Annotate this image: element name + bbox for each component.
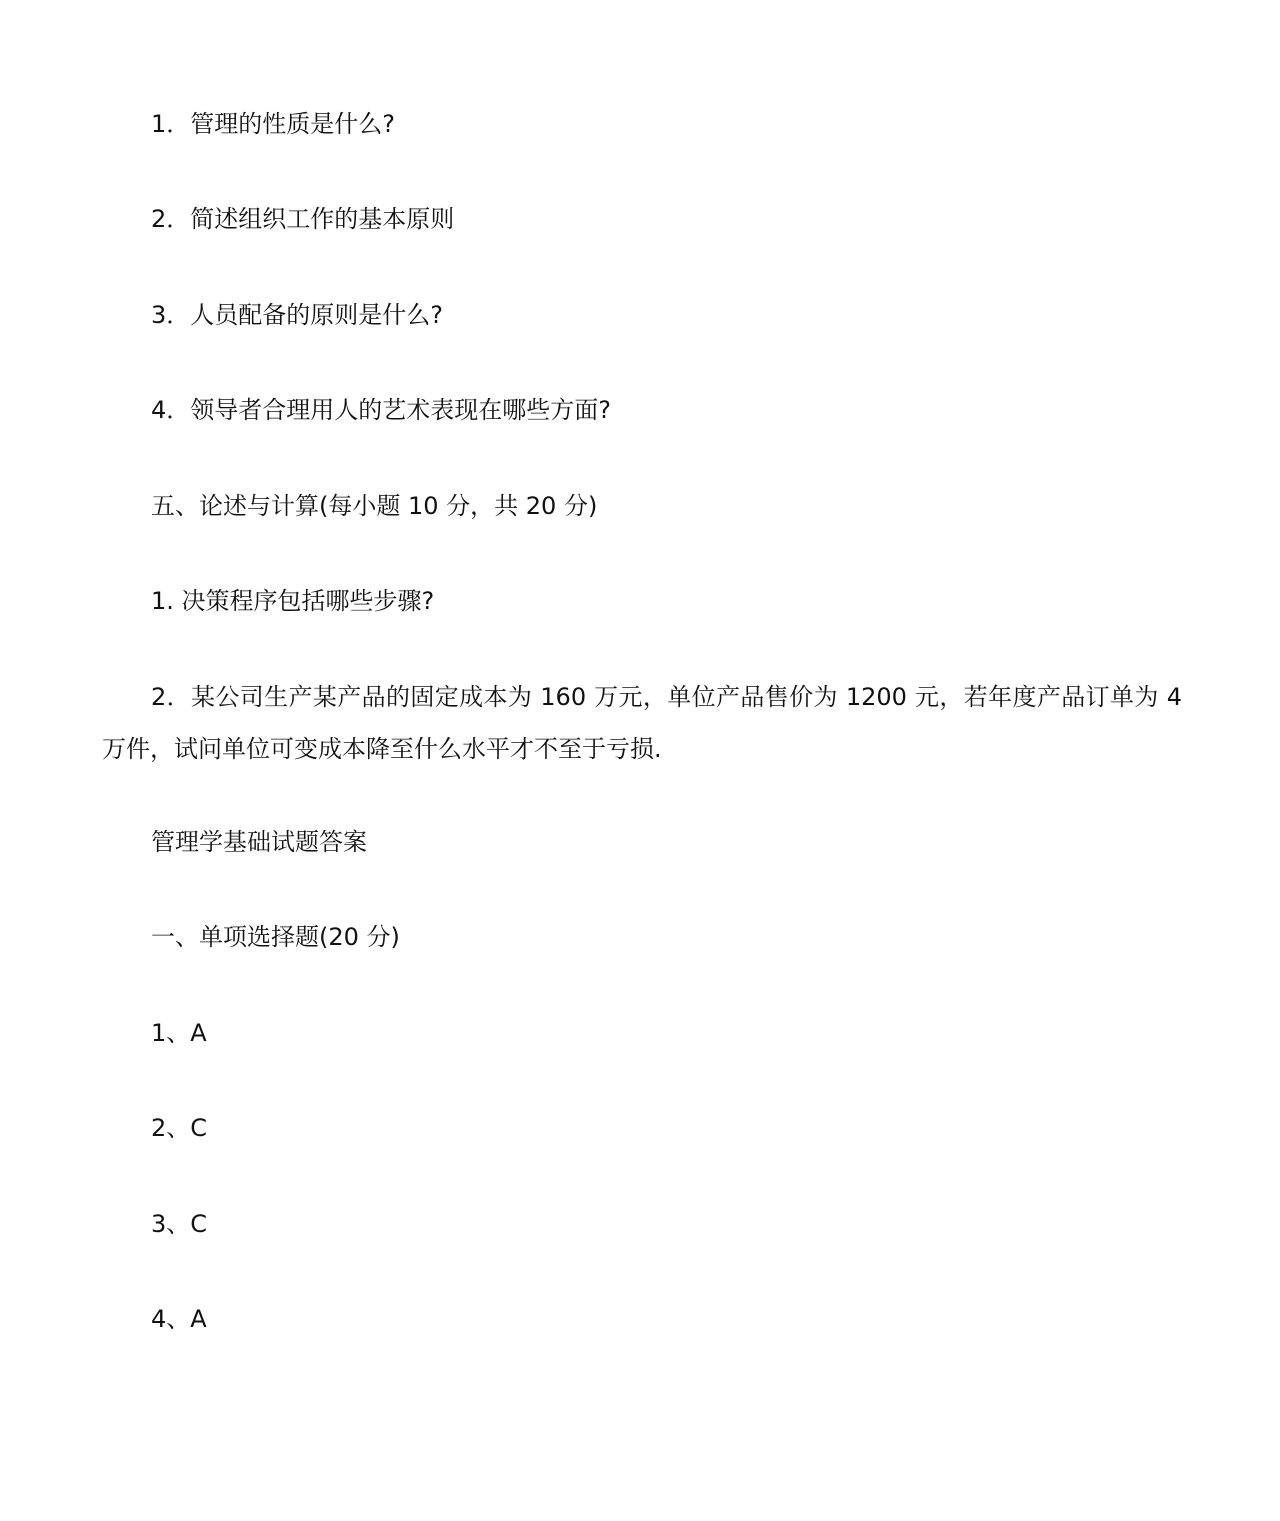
question-1: 1．管理的性质是什么? [151, 110, 396, 138]
answer-1: 1、A [151, 1019, 207, 1047]
answer-4: 4、A [151, 1305, 207, 1333]
section-five-question-1: 1. 决策程序包括哪些步骤? [151, 587, 435, 615]
answer-2: 2、C [151, 1114, 208, 1142]
question-3: 3．人员配备的原则是什么? [151, 301, 444, 329]
section-five-question-2: 2．某公司生产某产品的固定成本为 160 万元，单位产品售价为 1200 元，若年度产品订单为 4 万件，试问单位可变成本降至什么水平才不至于亏损. [102, 683, 1182, 763]
answers-section-one-heading: 一、单项选择题(20 分) [151, 923, 400, 951]
answers-title: 管理学基础试题答案 [151, 828, 367, 856]
answer-3: 3、C [151, 1210, 208, 1238]
section-five-heading: 五、论述与计算(每小题 10 分，共 20 分) [151, 492, 598, 520]
question-4: 4．领导者合理用人的艺术表现在哪些方面? [151, 396, 612, 424]
question-2: 2．简述组织工作的基本原则 [151, 205, 455, 233]
